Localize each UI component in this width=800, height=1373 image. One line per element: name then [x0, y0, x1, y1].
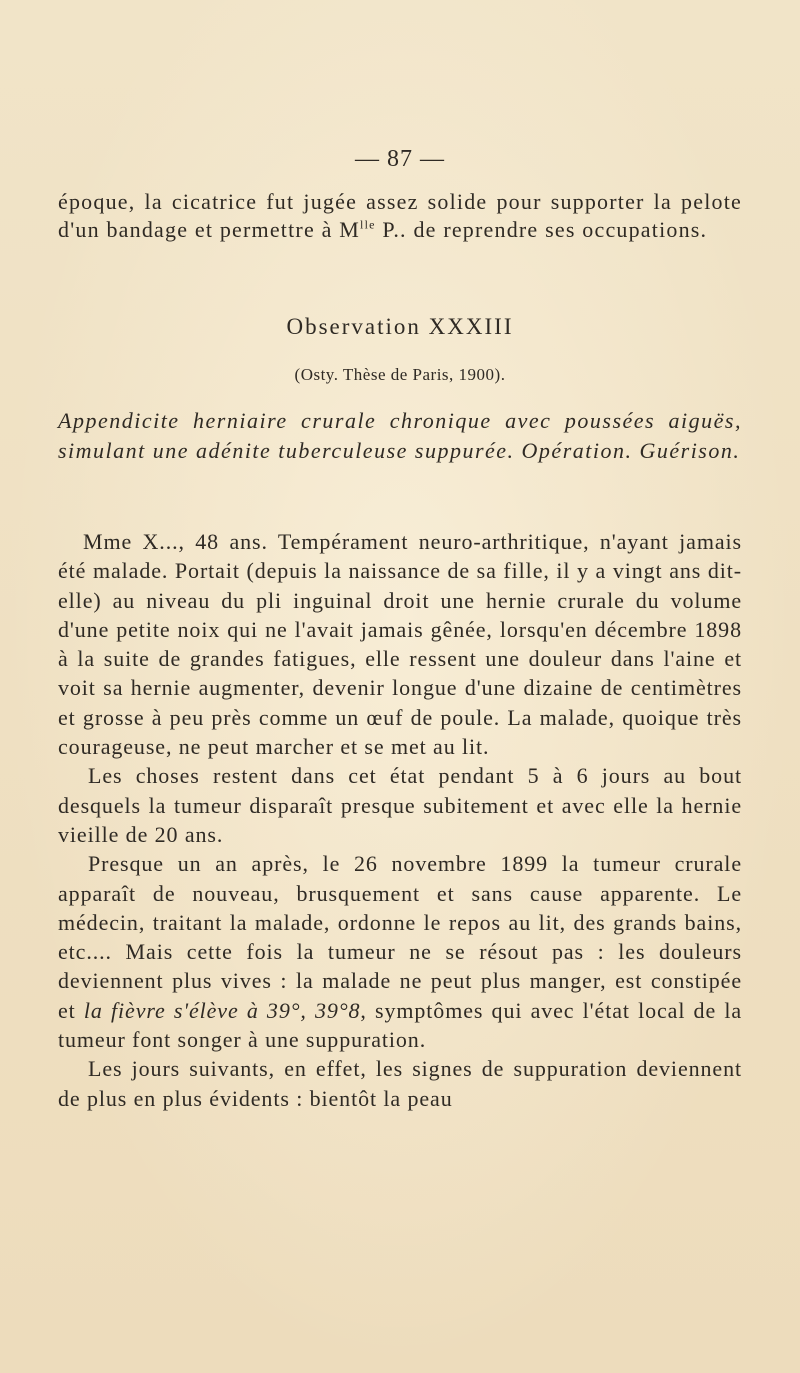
top-paragraph-text-end: P.. de reprendre ses occupations.	[375, 217, 708, 242]
body-paragraph-text-end: , symptômes qui avec l'état local de la tumeur font songer à une suppuration.	[58, 997, 742, 1053]
observation-heading: Observation XXXIII	[286, 314, 514, 339]
body-paragraph	[58, 849, 742, 1054]
body-paragraph-text: Presque un an après, le 26 novembre 1899 la tumeur crurale apparaît de nouveau, brusquement et sans cause apparente. Le médecin, traitant la malade, ordonne le repos au lit, des grands bains, etc.... Mais cette fois la tumeur ne se résout pas : les douleurs deviennent plus vives : la malade ne peut plus manger, est constipée et	[58, 851, 742, 1023]
body-paragraph: Mme X..., 48 ans. Tempérament neuro-arthritique, n'ayant jamais été malade. Portait (depuis la naissance de sa fille, il y a vingt ans dit-elle) au niveau du pli inguinal droit une hernie crurale du volume d'une petite noix qui ne l'avait jamais gênée, lorsqu'en décembre 1898 à la suite de grandes fatigues, elle ressent une douleur dans l'aine et voit sa hernie augmenter, devenir longue d'une dizaine de centimètres et grosse à peu près comme un œuf de poule. La malade, quoique très courageuse, ne peut marcher et se met au lit.	[58, 529, 742, 760]
case-body	[58, 527, 742, 1113]
top-paragraph	[58, 188, 742, 244]
body-paragraph: Les jours suivants, en effet, les signes de suppuration deviennent de plus en plus évidents : bientôt la peau	[58, 1056, 742, 1111]
title-abbreviation-superscript: lle	[360, 217, 376, 232]
observation-source: (Osty. Thèse de Paris, 1900).	[294, 365, 506, 384]
body-paragraph-italic: la fièvre s'élève à 39°, 39°8	[83, 997, 361, 1023]
top-paragraph-text: époque, la cicatrice fut jugée assez solide pour supporter la pelote d'un bandage et permettre à M	[58, 189, 742, 242]
case-title: Appendicite herniaire crurale chronique avec poussées aiguës, simulant une adénite tuberculeuse suppurée. Opération. Guérison.	[58, 408, 742, 463]
body-paragraph: Les choses restent dans cet état pendant 5 à 6 jours au bout desquels la tumeur disparaît presque subitement et avec elle la hernie vieille de 20 ans.	[58, 763, 742, 847]
page-number: — 87 —	[355, 146, 445, 172]
